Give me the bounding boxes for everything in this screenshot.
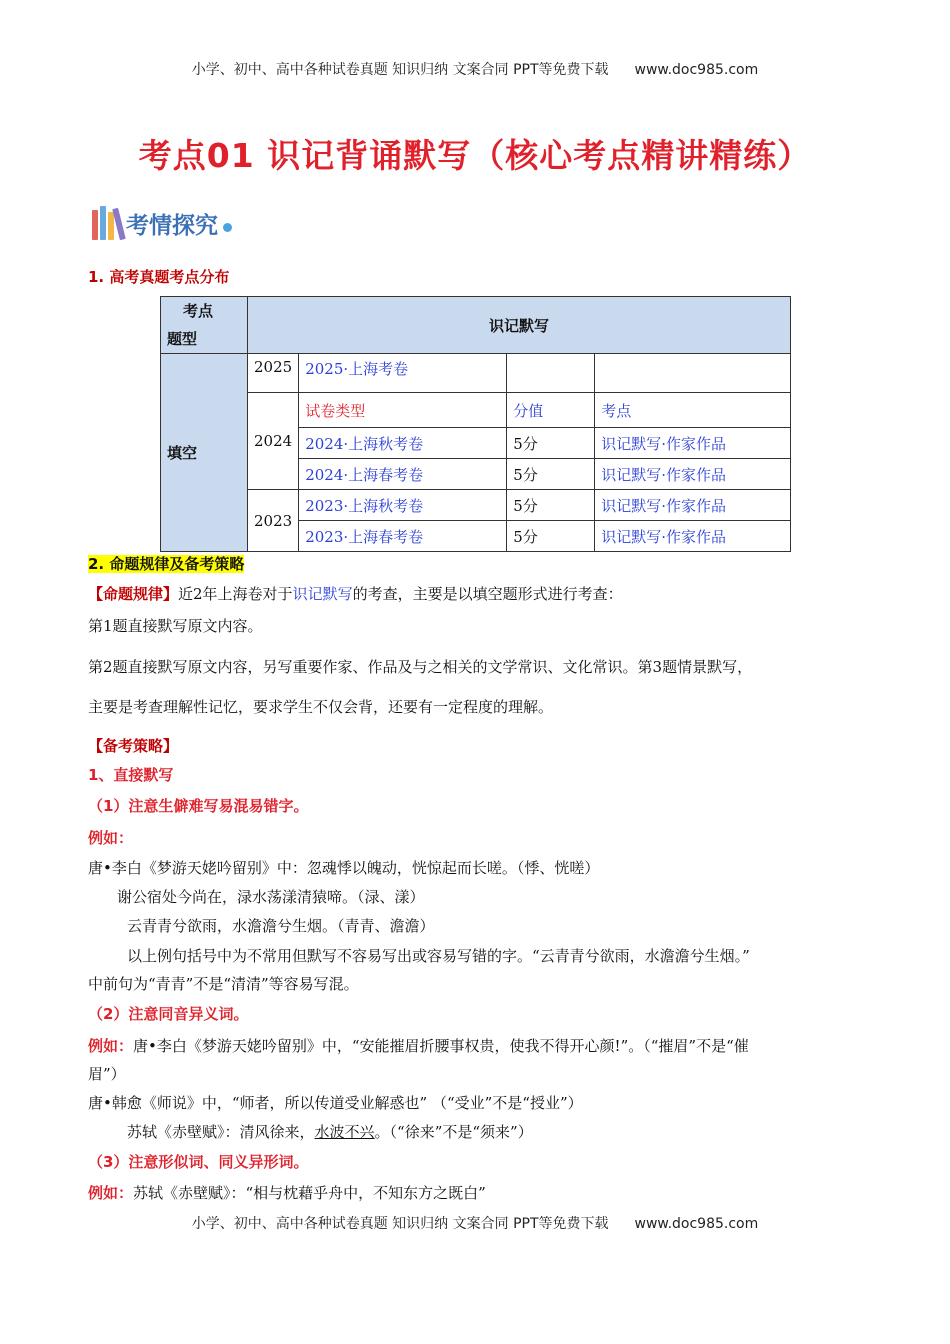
strategy-1-1: （1）注意生僻难写易混易错字。 bbox=[88, 797, 309, 815]
col-paper: 试卷类型 bbox=[299, 393, 507, 428]
example-9a: 苏轼《赤壁赋》：清风徐来， bbox=[127, 1123, 315, 1141]
example-5: 中前句为“青青”不是“清清”等容易写混。 bbox=[88, 975, 359, 993]
page-title: 考点01 识记背诵默写（核心考点精讲精练） bbox=[138, 136, 812, 175]
rule-paragraph bbox=[88, 583, 623, 604]
row-score: 5分 bbox=[507, 490, 595, 521]
row-score: 5分 bbox=[507, 459, 595, 490]
col-score: 分值 bbox=[507, 393, 595, 428]
row-point: 识记默写·作家作品 bbox=[595, 459, 791, 490]
row-point: 识记默写·作家作品 bbox=[595, 521, 791, 552]
example-6 bbox=[88, 1035, 749, 1056]
example-9b: 水波不兴 bbox=[314, 1123, 375, 1141]
footer-banner bbox=[0, 1213, 950, 1233]
example-label: 例如： bbox=[88, 829, 134, 847]
table-topic: 识记默写 bbox=[248, 297, 791, 354]
example-2: 谢公宿处今尚在，渌水荡漾清猿啼。（渌、漾） bbox=[117, 888, 425, 906]
row-paper: 2023·上海春考卷 bbox=[299, 521, 507, 552]
year-2023: 2023 bbox=[248, 490, 299, 552]
row-paper: 2024·上海春考卷 bbox=[299, 459, 507, 490]
rule-text-c: 的考查，主要是以填空题形式进行考查： bbox=[352, 585, 623, 603]
example-10-label: 例如： bbox=[88, 1184, 134, 1202]
col-point: 考点 bbox=[595, 393, 791, 428]
section-badge bbox=[92, 204, 232, 242]
example-10-text: 苏轼《赤壁赋》：“相与枕藉乎舟中，不知东方之既白” bbox=[133, 1184, 486, 1202]
example-4: 以上例句括号中为不常用但默写不容易写出或容易写错的字。“云青青兮欲雨，水澹澹兮生烟。” bbox=[127, 947, 750, 965]
example-7: 眉”） bbox=[88, 1065, 126, 1083]
example-3: 云青青兮欲雨，水澹澹兮生烟。（青青、澹澹） bbox=[127, 917, 435, 935]
row-paper: 2023·上海秋考卷 bbox=[299, 490, 507, 521]
distribution-table bbox=[160, 296, 791, 552]
header-site-link[interactable]: www.doc985.com bbox=[634, 62, 759, 78]
example-8: 唐•韩愈《师说》中，“师者，所以传道受业解惑也” （“受业”不是“授业”） bbox=[88, 1094, 583, 1112]
example-6-text: 唐•李白《梦游天姥吟留别》中，“安能摧眉折腰事权贵，使我不得开心颜!”。（“摧眉”不是“催 bbox=[133, 1037, 749, 1055]
section2-heading bbox=[88, 553, 244, 574]
footer-site-link[interactable]: www.doc985.com bbox=[634, 1216, 759, 1232]
badge-label: 考情探究 bbox=[126, 212, 218, 239]
row-score: 5分 bbox=[507, 428, 595, 459]
rule-text-a: 近2年上海卷对于 bbox=[178, 585, 293, 603]
header-text: 小学、初中、高中各种试卷真题 知识归纳 文案合同 PPT等免费下载 bbox=[191, 62, 609, 78]
header-banner bbox=[0, 59, 950, 79]
example-10 bbox=[88, 1182, 486, 1203]
table-corner-cell bbox=[161, 297, 248, 354]
table-type: 填空 bbox=[161, 354, 248, 552]
section2-heading-text: 2. 命题规律及备考策略 bbox=[88, 555, 245, 573]
rule-line3: 主要是考查理解性记忆，要求学生不仅会背，还要有一定程度的理解。 bbox=[88, 698, 554, 716]
example-9c: 。（“徐来”不是“须来”） bbox=[374, 1123, 533, 1141]
rule-line2: 第2题直接默写原文内容，另写重要作家、作品及与之相关的文学常识、文化常识。第3题情景默写， bbox=[88, 658, 753, 676]
dot-icon bbox=[223, 223, 232, 232]
rule-label: 【命题规律】 bbox=[88, 585, 179, 603]
strategy-1: 1、直接默写 bbox=[88, 766, 174, 784]
row-point: 识记默写·作家作品 bbox=[595, 428, 791, 459]
example-9 bbox=[127, 1121, 533, 1142]
rule-text-b: 识记默写 bbox=[292, 585, 353, 603]
year-2025: 2025 bbox=[248, 354, 299, 393]
row-point: 识记默写·作家作品 bbox=[595, 490, 791, 521]
table-row bbox=[161, 490, 791, 521]
strategy-1-3: （3）注意形似词、同义异形词。 bbox=[88, 1153, 309, 1171]
section1-heading: 1. 高考真题考点分布 bbox=[88, 268, 230, 286]
strategy-1-2: （2）注意同音异义词。 bbox=[88, 1005, 249, 1023]
rule-line1: 第1题直接默写原文内容。 bbox=[88, 617, 263, 635]
row-score: 5分 bbox=[507, 521, 595, 552]
strategy-label: 【备考策略】 bbox=[88, 737, 179, 755]
example-6-label: 例如： bbox=[88, 1037, 134, 1055]
paper-2025: 2025·上海考卷 bbox=[299, 354, 507, 393]
footer-text: 小学、初中、高中各种试卷真题 知识归纳 文案合同 PPT等免费下载 bbox=[191, 1216, 609, 1232]
corner-bottom: 题型 bbox=[167, 330, 198, 348]
books-icon bbox=[92, 206, 122, 240]
corner-top: 考点 bbox=[183, 302, 214, 320]
year-2024: 2024 bbox=[248, 393, 299, 490]
example-1: 唐•李白《梦游天姥吟留别》中：忽魂悸以魄动，恍惊起而长嗟。（悸、恍嗟） bbox=[88, 859, 600, 877]
row-paper: 2024·上海秋考卷 bbox=[299, 428, 507, 459]
